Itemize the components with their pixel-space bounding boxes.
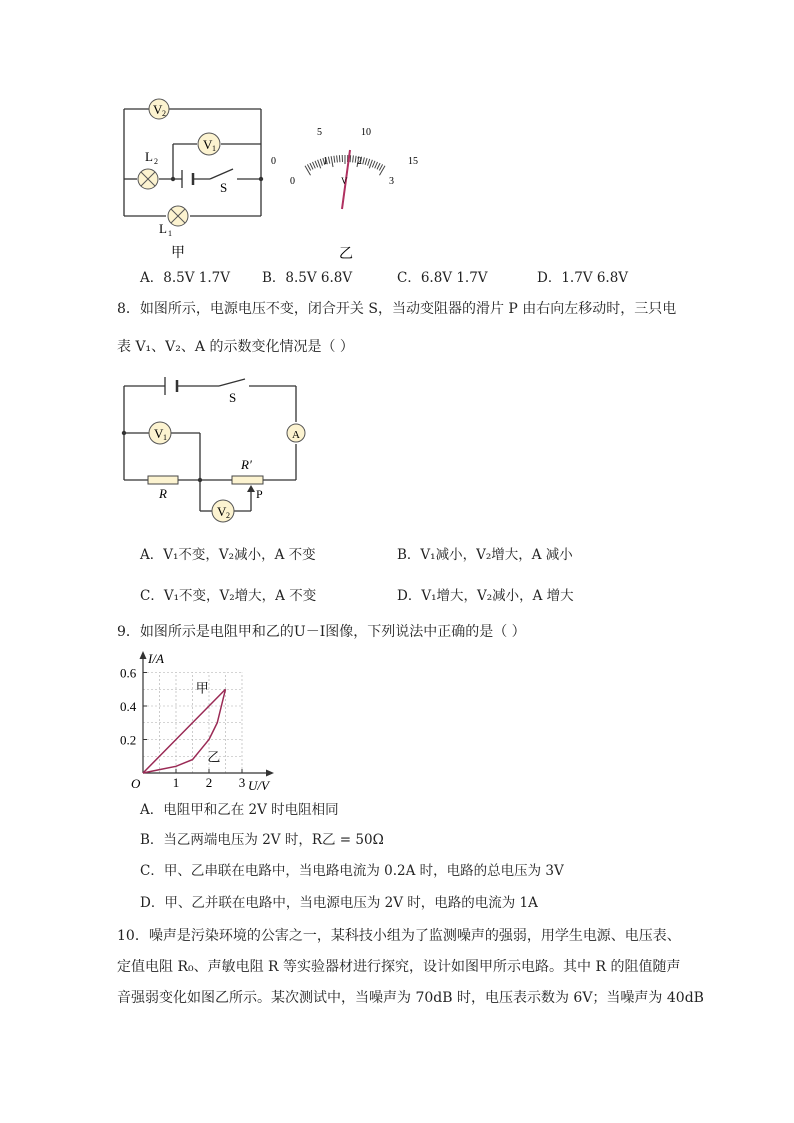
- v1-subscript: 1: [212, 144, 216, 153]
- dial-top-15: 15: [408, 156, 418, 167]
- q8-v1-subscript: 1: [163, 433, 167, 442]
- dial-top-10: 10: [361, 127, 371, 138]
- series-label-yi: 乙: [207, 749, 221, 765]
- dial-bottom-2: 2: [357, 156, 362, 167]
- dial-tick: [310, 163, 313, 169]
- q9-option-b[interactable]: B．当乙两端电压为 2V 时，R乙 = 50Ω: [140, 832, 384, 848]
- q8-option-a[interactable]: A．V₁不变，V₂减小，A 不变: [140, 547, 316, 563]
- q9-option-a[interactable]: A．电阻甲和乙在 2V 时电阻相同: [140, 802, 339, 818]
- l2-subscript: 2: [154, 157, 158, 166]
- x-tick-label: 1: [172, 775, 180, 790]
- dial-tick: [328, 157, 329, 164]
- x-axis-label: U/V: [248, 778, 269, 793]
- q10-stem-line1: 10．噪声是污染环境的公害之一，某科技小组为了监测噪声的强弱，用学生电源、电压表、: [117, 928, 681, 944]
- q7-circuit-jia: [115, 95, 275, 265]
- l2-label: L: [145, 149, 153, 164]
- l1-label: L: [159, 221, 167, 236]
- dial-tick: [355, 156, 356, 163]
- q7-voltmeter-dial-yi: [265, 120, 425, 265]
- dial-tick: [313, 162, 316, 168]
- caption-jia: 甲: [171, 246, 185, 261]
- dial-tick: [365, 158, 367, 165]
- v1-label: V: [203, 137, 213, 152]
- x-tick-label: 3: [238, 775, 246, 790]
- q8-stem-line2: 表 V₁、V₂、A 的示数变化情况是（ ）: [117, 339, 354, 355]
- x-tick-label: 2: [205, 775, 213, 790]
- dial-tick: [372, 161, 375, 168]
- q8-r-label: R: [159, 486, 167, 501]
- q8-v2-subscript: 2: [226, 511, 230, 520]
- q8-v1-label: V: [154, 426, 164, 441]
- v2-label: V: [153, 102, 163, 117]
- dial-tick: [331, 156, 333, 167]
- dial-tick: [375, 162, 378, 168]
- dial-tick: [305, 166, 311, 176]
- q7-option-d[interactable]: D．1.7V 6.8V: [537, 270, 629, 286]
- q9-stem: 9．如图所示是电阻甲和乙的U－I图像，下列说法中正确的是（ ）: [117, 624, 526, 640]
- v2-subscript: 2: [162, 109, 166, 118]
- q8-option-b[interactable]: B．V₁减小，V₂增大，A 减小: [397, 547, 573, 563]
- q8-v2-label: V: [217, 504, 227, 519]
- y-tick-label: 0.2: [120, 732, 137, 748]
- dial-tick: [339, 155, 340, 162]
- q8-stem-line1: 8．如图所示，电源电压不变，闭合开关 S，当动变阻器的滑片 P 由右向左移动时，三只电: [117, 301, 677, 317]
- dial-unit: V: [341, 176, 348, 186]
- l1-subscript: 1: [168, 229, 172, 238]
- dial-tick: [363, 157, 365, 164]
- q9-ui-graph: [120, 645, 285, 795]
- dial-bottom-3: 3: [389, 176, 394, 187]
- dial-tick: [334, 156, 335, 163]
- q9-option-c[interactable]: C．甲、乙串联在电路中，当电路电流为 0.2A 时，电路的总电压为 3V: [140, 863, 564, 879]
- y-tick-label: 0.4: [120, 699, 137, 714]
- q8-slider-p-label: P: [256, 487, 263, 501]
- q8-circuit: [115, 372, 315, 527]
- q10-stem-line2: 定值电阻 R₀、声敏电阻 R 等实验器材进行探究，设计如图甲所示电路。其中 R 的阻值随声: [117, 959, 681, 975]
- dial-tick: [380, 166, 386, 176]
- dial-bottom-0: 0: [290, 176, 295, 187]
- dial-tick: [337, 155, 338, 162]
- caption-yi: 乙: [339, 247, 353, 262]
- dial-tick: [379, 164, 382, 170]
- dial-top-0: 0: [271, 156, 276, 167]
- q8-option-d[interactable]: D．V₁增大，V₂减小，A 增大: [397, 588, 574, 604]
- q8-option-c[interactable]: C．V₁不变，V₂增大，A 不变: [140, 588, 317, 604]
- series-label-jia: 甲: [195, 680, 209, 696]
- dial-top-5: 5: [317, 127, 322, 138]
- q10-stem-line3: 音强弱变化如图乙所示。某次测试中，当噪声为 70dB 时，电压表示数为 6V；当噪声为 40dB: [117, 990, 704, 1006]
- y-axis-label: I/A: [148, 651, 164, 666]
- q7-option-b[interactable]: B．8.5V 6.8V: [262, 270, 353, 286]
- dial-tick: [315, 161, 318, 168]
- q8-switch-label: S: [229, 390, 237, 405]
- dial-tick: [353, 155, 354, 162]
- dial-tick: [368, 159, 370, 166]
- dial-tick: [377, 163, 380, 169]
- y-tick-label: 0.6: [120, 665, 137, 681]
- q8-ammeter-label: A: [292, 429, 300, 441]
- switch-s-label: S: [220, 180, 228, 195]
- q8-rprime-label: R′: [241, 457, 252, 472]
- origin-label: O: [131, 776, 141, 791]
- dial-tick: [350, 155, 351, 162]
- dial-tick: [307, 164, 310, 170]
- dial-bottom-1: 1: [323, 156, 328, 167]
- q7-option-a[interactable]: A．8.5V 1.7V: [140, 270, 230, 286]
- q9-option-d[interactable]: D．甲、乙并联在电路中，当电源电压为 2V 时，电路的电流为 1A: [140, 895, 538, 911]
- q7-option-c[interactable]: C．6.8V 1.7V: [397, 270, 488, 286]
